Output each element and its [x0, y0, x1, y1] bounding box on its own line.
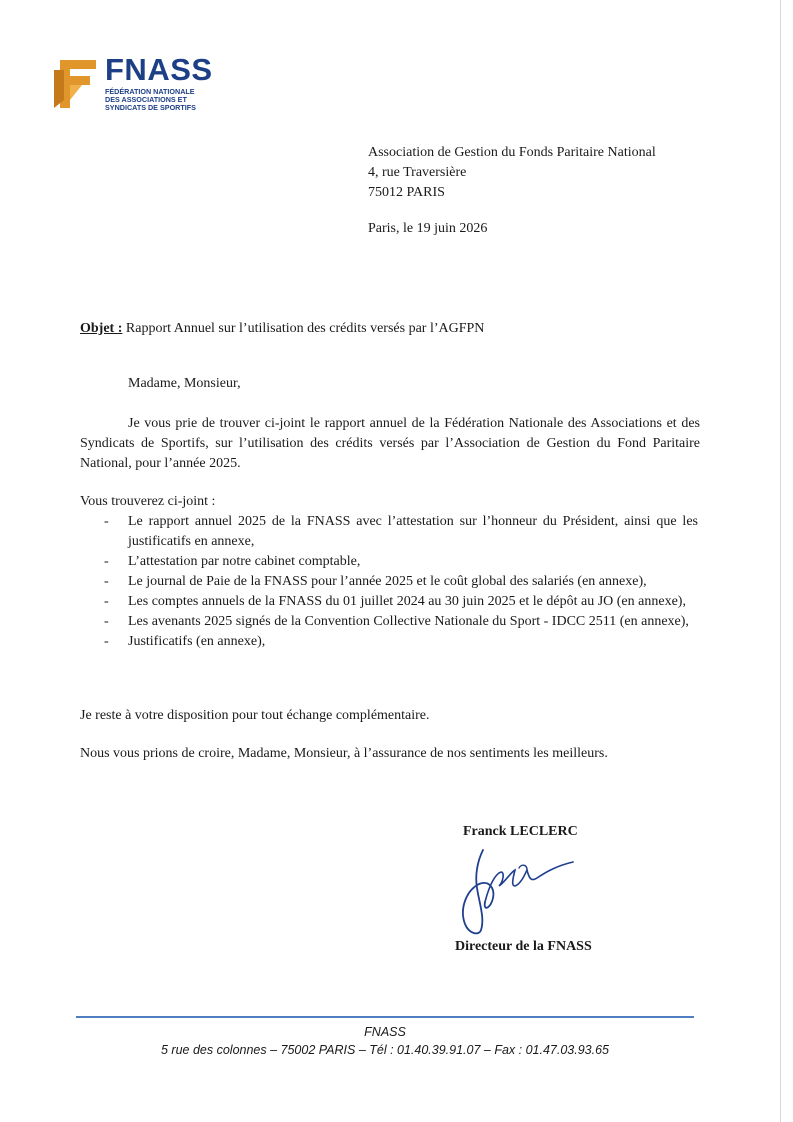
bullet-dash: - — [104, 574, 109, 589]
list-item — [92, 512, 698, 552]
footer-divider — [76, 1016, 694, 1018]
subject-line — [80, 319, 484, 339]
list-item-text: Justificatifs (en annexe), — [128, 634, 266, 649]
footer-org: FNASS — [364, 1025, 406, 1039]
body-paragraph: Je vous prie de trouver ci-joint le rapport annuel de la Fédération Nationale des Associations et des Syndicats de Sportifs, sur l’utilisation des crédits versés par l’Association de Gestion du Fond Paritaire National, pour l’année 2025. — [80, 416, 700, 471]
logo-tagline-line: DES ASSOCIATIONS ET — [105, 95, 187, 104]
enclosures-list — [92, 512, 698, 652]
list-item-text: Le rapport annuel 2025 de la FNASS avec l’attestation sur l’honneur du Président, ainsi que les justificatifs en annexe, — [128, 514, 698, 549]
bullet-dash: - — [104, 634, 109, 649]
salutation: Madame, Monsieur, — [128, 376, 241, 391]
bullet-dash: - — [104, 594, 109, 609]
list-item-text: Les avenants 2025 signés de la Convention Collective Nationale du Sport - IDCC 2511 (en annexe), — [128, 614, 689, 629]
list-item — [92, 552, 698, 572]
subject-label: Objet : — [80, 321, 123, 336]
footer-address: 5 rue des colonnes – 75002 PARIS – Tél : 01.40.39.91.07 – Fax : 01.47.03.93.65 — [161, 1043, 609, 1057]
letter-date: Paris, le 19 juin 2026 — [368, 221, 488, 236]
enclosures-intro: Vous trouverez ci-joint : — [80, 494, 216, 509]
signer-name: Franck LECLERC — [463, 824, 578, 839]
subject-text: Rapport Annuel sur l’utilisation des crédits versés par l’AGFPN — [122, 321, 485, 336]
list-item — [92, 572, 698, 592]
logo-tagline-line: SYNDICATS DE SPORTIFS — [105, 103, 196, 112]
page-edge — [780, 0, 781, 1122]
fnass-logo-icon — [52, 56, 98, 112]
handwritten-signature — [455, 842, 585, 938]
recipient-address — [368, 143, 656, 203]
list-item — [92, 612, 698, 632]
logo-name: FNASS — [105, 52, 213, 87]
logo-tagline — [105, 88, 225, 112]
closing-availability: Je reste à votre disposition pour tout échange complémentaire. — [80, 708, 430, 723]
fnass-logo — [52, 52, 252, 116]
list-item — [92, 632, 698, 652]
bullet-dash: - — [104, 514, 109, 529]
list-item-text: Les comptes annuels de la FNASS du 01 juillet 2024 au 30 juin 2025 et le dépôt au JO (en annexe), — [128, 594, 686, 609]
recipient-line: 4, rue Traversière — [368, 165, 467, 180]
list-item-text: L’attestation par notre cabinet comptable, — [128, 554, 361, 569]
list-item-text: Le journal de Paie de la FNASS pour l’année 2025 et le coût global des salariés (en annexe), — [128, 574, 647, 589]
recipient-line: Association de Gestion du Fonds Paritaire National — [368, 145, 656, 160]
closing-regards: Nous vous prions de croire, Madame, Monsieur, à l’assurance de nos sentiments les meilleurs. — [80, 746, 608, 761]
bullet-dash: - — [104, 614, 109, 629]
list-item — [92, 592, 698, 612]
logo-tagline-line: FÉDÉRATION NATIONALE — [105, 87, 195, 96]
recipient-line: 75012 PARIS — [368, 185, 445, 200]
bullet-dash: - — [104, 554, 109, 569]
signer-title: Directeur de la FNASS — [455, 939, 592, 954]
